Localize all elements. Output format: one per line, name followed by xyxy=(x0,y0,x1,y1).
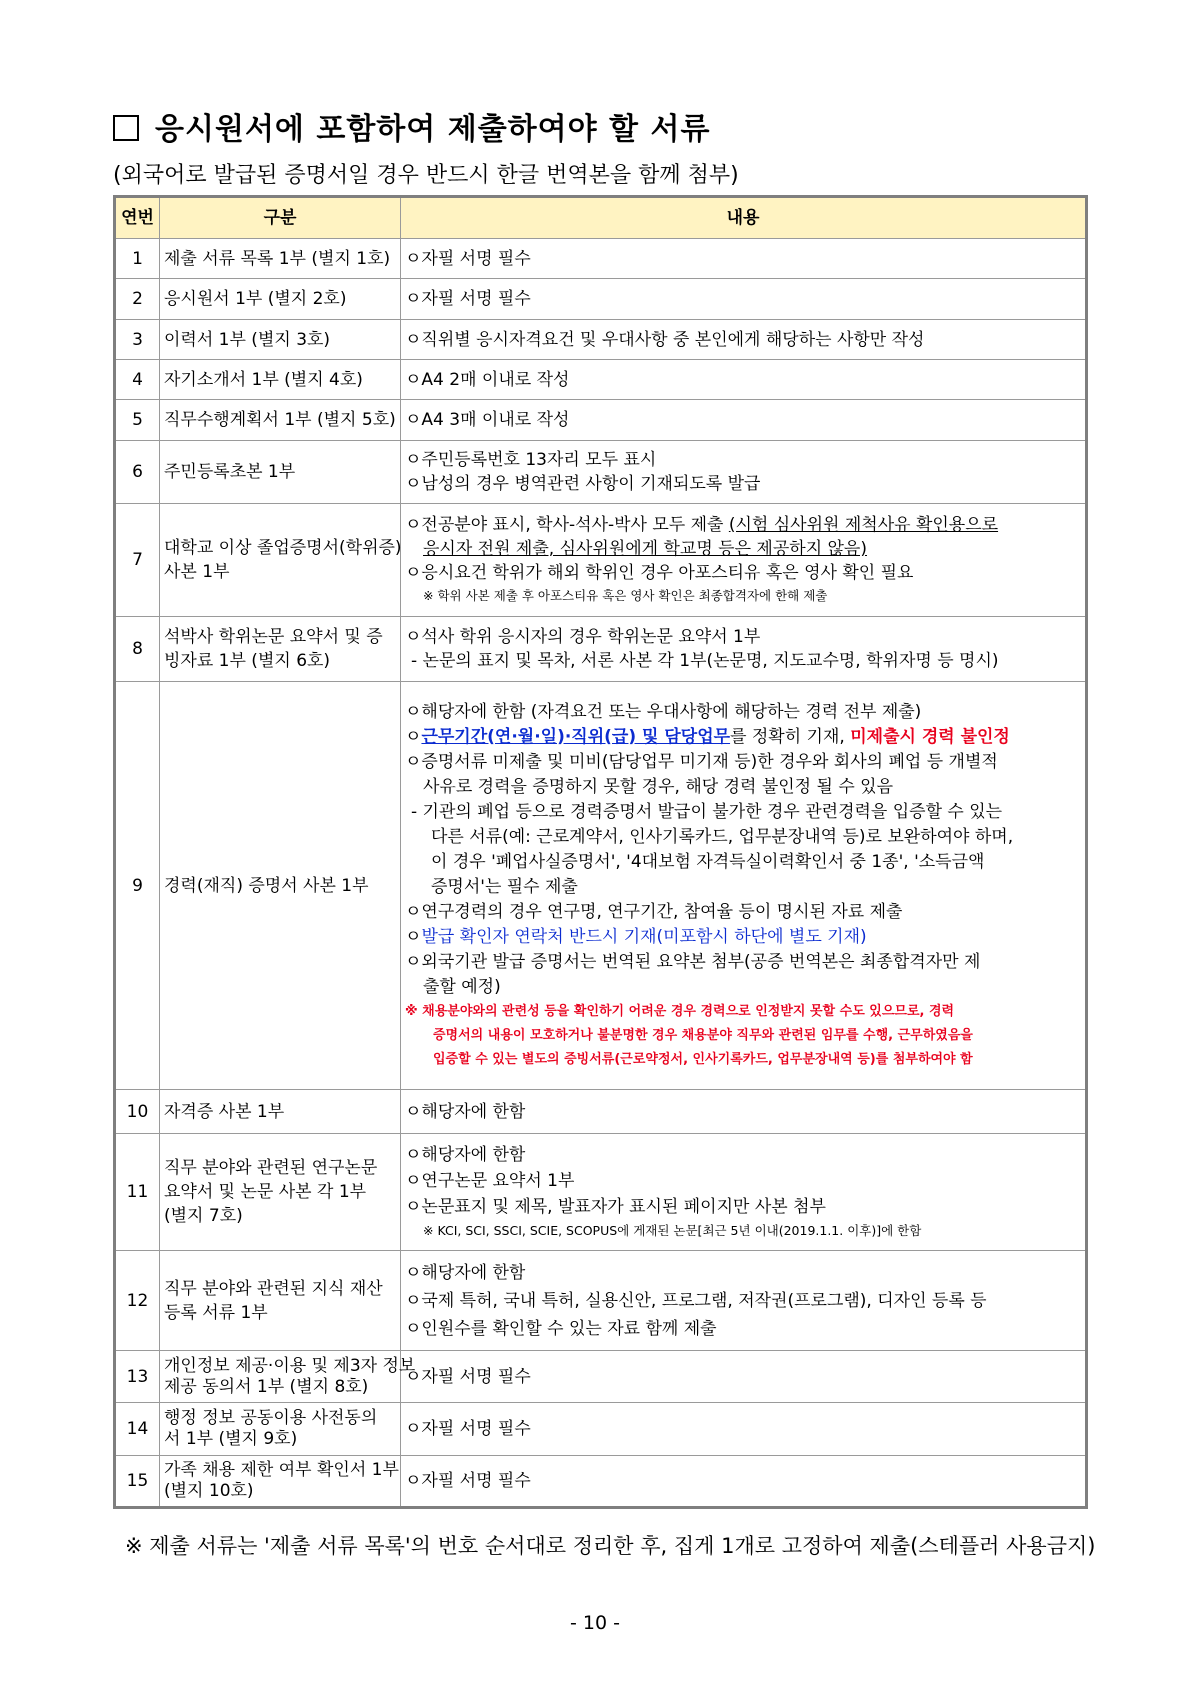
content-line xyxy=(405,725,1081,750)
content-line xyxy=(405,925,1081,950)
table-row xyxy=(115,360,1087,400)
row-content xyxy=(401,1403,1087,1456)
row-number: 1 xyxy=(115,239,160,279)
content-line: 사유로 경력을 증명하지 못할 경우, 해당 경력 불인정 될 수 있음 xyxy=(423,776,893,797)
row-content xyxy=(401,1251,1087,1351)
row-content xyxy=(401,617,1087,682)
table-header-row xyxy=(115,197,1087,239)
row-category xyxy=(160,279,401,320)
category-line: 행정 정보 공동이용 사전동의 xyxy=(164,1408,378,1428)
row-category xyxy=(160,1134,401,1251)
row-category xyxy=(160,1090,401,1134)
header-content: 내용 xyxy=(401,197,1087,239)
category-line: (별지 7호) xyxy=(164,1206,243,1226)
content-line: ㅇ남성의 경우 병역관련 사항이 기재되도록 발급 xyxy=(405,474,761,494)
content-line: ㅇ응시요건 학위가 해외 학위인 경우 아포스티유 혹은 영사 확인 필요 xyxy=(405,563,914,583)
category-line: 등록 서류 1부 xyxy=(164,1302,268,1323)
warning-note-line: 입증할 수 있는 별도의 증빙서류(근로약정서, 인사기록카드, 업무분장내역 등)를 첨부하여야 함 xyxy=(433,1051,973,1067)
category-line: 경력(재직) 증명서 사본 1부 xyxy=(164,875,369,896)
content-line: 이 경우 '폐업사실증명서', '4대보험 자격득실이력확인서 중 1종', '소득금액 xyxy=(431,851,985,872)
table-row xyxy=(115,1134,1087,1251)
content-line: ㅇ해당자에 한함 xyxy=(405,1101,526,1122)
row-content xyxy=(401,320,1087,360)
category-line: 빙자료 1부 (별지 6호) xyxy=(164,651,331,671)
content-line: ㅇ논문표지 및 제목, 발표자가 표시된 페이지만 사본 첨부 xyxy=(405,1197,826,1217)
content-line: 다른 서류(예: 근로계약서, 인사기록카드, 업무분장내역 등)로 보완하여야 하며, xyxy=(431,826,1014,847)
content-line: 출할 예정) xyxy=(423,976,501,997)
row-content xyxy=(401,1134,1087,1251)
page-number: - 10 - xyxy=(570,1612,620,1634)
documents-table xyxy=(113,195,1088,1509)
content-line: - 기관의 폐업 등으로 경력증명서 발급이 불가한 경우 관련경력을 입증할 수 있는 xyxy=(411,801,1003,822)
header-no: 연번 xyxy=(115,197,160,239)
category-line: 자격증 사본 1부 xyxy=(164,1101,285,1122)
content-line: ㅇA4 3매 이내로 작성 xyxy=(405,410,570,430)
section-title xyxy=(113,104,710,148)
row-category xyxy=(160,617,401,682)
note-line: ※ 학위 사본 제출 후 아포스티유 혹은 영사 확인은 최종합격자에 한해 제출 xyxy=(423,588,828,603)
submission-footnote: ※ 제출 서류는 '제출 서류 목록'의 번호 순서대로 정리한 후, 집게 1개로 고정하여 제출(스테플러 사용금지) xyxy=(125,1534,1096,1558)
category-line: 서 1부 (별지 9호) xyxy=(164,1429,298,1449)
content-line: ㅇ연구경력의 경우 연구명, 연구기간, 참여율 등이 명시된 자료 제출 xyxy=(405,901,903,922)
category-line: 주민등록초본 1부 xyxy=(164,462,296,482)
content-text: ㅇ전공분야 표시, 학사-석사-박사 모두 제출 xyxy=(405,515,729,535)
category-line: 제공 동의서 1부 (별지 8호) xyxy=(164,1376,369,1397)
row-number: 9 xyxy=(115,682,160,1090)
row-content xyxy=(401,504,1087,617)
content-line: 증명서'는 필수 제출 xyxy=(431,876,578,897)
row-category xyxy=(160,1351,416,1403)
table-row xyxy=(115,1403,1087,1456)
row-content xyxy=(401,1090,1087,1134)
content-line: ㅇ자필 서명 필수 xyxy=(405,289,531,309)
content-line: ㅇ자필 서명 필수 xyxy=(405,1471,531,1491)
section-title-text: 응시원서에 포함하여 제출하여야 할 서류 xyxy=(155,112,711,147)
row-number: 7 xyxy=(115,504,160,617)
bullet: ㅇ xyxy=(405,926,422,947)
content-line: ㅇ해당자에 한함 xyxy=(405,1262,526,1283)
content-line: ㅇ자필 서명 필수 xyxy=(405,1419,531,1439)
table-row xyxy=(115,400,1087,441)
table-row xyxy=(115,239,1087,279)
category-line: (별지 10호) xyxy=(164,1481,254,1501)
row-category xyxy=(160,320,401,360)
row-content xyxy=(401,400,1087,441)
table-row xyxy=(115,617,1087,682)
section-subtitle: (외국어로 발급된 증명서일 경우 반드시 한글 번역본을 함께 첨부) xyxy=(113,163,739,188)
row-number: 5 xyxy=(115,400,160,441)
category-line: 이력서 1부 (별지 3호) xyxy=(164,329,331,350)
row-number: 2 xyxy=(115,279,160,320)
category-line: 직무 분야와 관련된 지식 재산 xyxy=(164,1278,383,1299)
category-line: 직무수행계획서 1부 (별지 5호) xyxy=(164,410,396,430)
content-line: ㅇ주민등록번호 13자리 모두 표시 xyxy=(405,450,657,470)
category-line: 응시원서 1부 (별지 2호) xyxy=(164,289,347,309)
row-number: 11 xyxy=(115,1134,160,1251)
row-number: 12 xyxy=(115,1251,160,1351)
table-row xyxy=(115,441,1087,504)
table-row xyxy=(115,1456,1087,1508)
row-number: 15 xyxy=(115,1456,160,1508)
red-emphasis-text: 미제출시 경력 불인정 xyxy=(850,726,1010,747)
bullet: ㅇ xyxy=(405,726,422,747)
table-row xyxy=(115,504,1087,617)
row-category xyxy=(160,441,401,504)
category-line: 석박사 학위논문 요약서 및 증 xyxy=(164,627,383,647)
row-number: 6 xyxy=(115,441,160,504)
table-row xyxy=(115,682,1087,1090)
table-row xyxy=(115,320,1087,360)
row-number: 13 xyxy=(115,1351,160,1403)
row-category xyxy=(160,1456,401,1508)
row-number: 8 xyxy=(115,617,160,682)
row-content xyxy=(401,360,1087,400)
content-line: ㅇ외국기관 발급 증명서는 번역된 요약본 첨부(공증 번역본은 최종합격자만 제 xyxy=(405,951,981,972)
row-content xyxy=(401,279,1087,320)
row-number: 4 xyxy=(115,360,160,400)
row-number: 10 xyxy=(115,1090,160,1134)
row-content xyxy=(401,1351,1087,1403)
note-line: ※ KCI, SCI, SSCI, SCIE, SCOPUS에 게재된 논문[최근 5년 이내(2019.1.1. 이후)]에 한함 xyxy=(423,1223,922,1238)
category-line: 요약서 및 논문 사본 각 1부 xyxy=(164,1182,367,1202)
table-row xyxy=(115,1351,1087,1403)
row-category xyxy=(160,400,401,441)
content-line xyxy=(405,537,1081,561)
underlined-text: 응시자 전원 제출, 심사위원에게 학교명 등은 제공하지 않음) xyxy=(423,539,867,559)
content-line: ㅇA4 2매 이내로 작성 xyxy=(405,369,570,390)
content-line: - 논문의 표지 및 목차, 서론 사본 각 1부(논문명, 지도교수명, 학위자명 등 명시) xyxy=(411,651,999,671)
row-content xyxy=(401,1456,1087,1508)
row-content xyxy=(401,441,1087,504)
category-line: 개인정보 제공·이용 및 제3자 정보 xyxy=(164,1355,416,1376)
table-row xyxy=(115,279,1087,320)
row-category xyxy=(160,682,401,1090)
category-line: 사본 1부 xyxy=(164,562,230,582)
row-number: 14 xyxy=(115,1403,160,1456)
content-line xyxy=(405,513,1081,537)
category-line: 가족 채용 제한 여부 확인서 1부 xyxy=(164,1460,399,1480)
content-text: 를 정확히 기재, xyxy=(730,726,851,747)
category-line: 직무 분야와 관련된 연구논문 xyxy=(164,1158,378,1178)
content-line: ㅇ해당자에 한함 (자격요건 또는 우대사항에 해당하는 경력 전부 제출) xyxy=(405,701,922,722)
category-line: 대학교 이상 졸업증명서(학위증) xyxy=(164,538,402,558)
row-category xyxy=(160,1403,401,1456)
content-line: ㅇ해당자에 한함 xyxy=(405,1145,526,1165)
row-content xyxy=(401,239,1087,279)
row-category xyxy=(160,1251,401,1351)
header-category: 구분 xyxy=(160,197,401,239)
blue-text: 발급 확인자 연락처 반드시 기재(미포함시 하단에 별도 기재) xyxy=(421,926,867,947)
table-row xyxy=(115,1251,1087,1351)
content-line: ㅇ인원수를 확인할 수 있는 자료 함께 제출 xyxy=(405,1318,717,1339)
category-line: 자기소개서 1부 (별지 4호) xyxy=(164,369,363,390)
content-line: ㅇ석사 학위 응시자의 경우 학위논문 요약서 1부 xyxy=(405,627,761,647)
row-category xyxy=(160,239,401,279)
content-line: ㅇ증명서류 미제출 및 미비(담당업무 미기재 등)한 경우와 회사의 폐업 등 개별적 xyxy=(405,751,998,772)
checkbox-square-icon xyxy=(113,115,139,141)
row-category xyxy=(160,504,401,617)
content-line: ㅇ자필 서명 필수 xyxy=(405,248,531,269)
row-category xyxy=(160,360,401,400)
content-line: ㅇ연구논문 요약서 1부 xyxy=(405,1171,575,1191)
content-line: ㅇ자필 서명 필수 xyxy=(405,1366,531,1387)
warning-note-line: ※ 채용분야와의 관련성 등을 확인하기 어려운 경우 경력으로 인정받지 못할 수도 있으므로, 경력 xyxy=(405,1003,955,1019)
table-row xyxy=(115,1090,1087,1134)
warning-note-line: 증명서의 내용이 모호하거나 불분명한 경우 채용분야 직무와 관련된 임무를 수행, 근무하였음을 xyxy=(433,1027,973,1043)
content-line: ㅇ직위별 응시자격요건 및 우대사항 중 본인에게 해당하는 사항만 작성 xyxy=(405,329,925,350)
row-content xyxy=(401,682,1087,1090)
content-line: ㅇ국제 특허, 국내 특허, 실용신안, 프로그램, 저작권(프로그램), 디자인 등록 등 xyxy=(405,1290,987,1311)
row-number: 3 xyxy=(115,320,160,360)
blue-emphasis-text: 근무기간(연·월·일)·직위(급) 및 담당업무 xyxy=(421,726,731,747)
category-line: 제출 서류 목록 1부 (별지 1호) xyxy=(164,248,391,269)
underlined-text: (시험 심사위원 제척사유 확인용으로 xyxy=(728,515,999,535)
